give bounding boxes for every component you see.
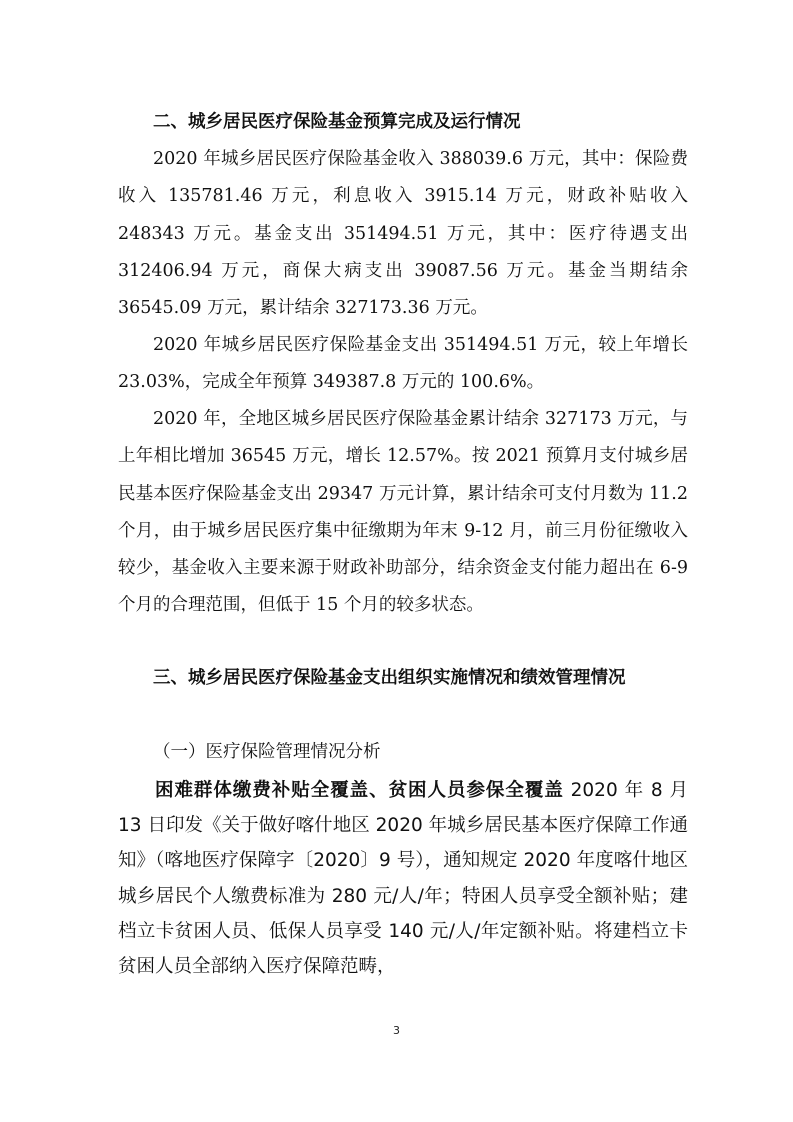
fund-expenditure-paragraph: 2020 年城乡居民医疗保险基金支出 351494.51 万元，较上年增长 23.03%，完成全年预算 349387.8 万元的 100.6%。 (118, 335, 688, 393)
fund-balance-paragraph: 2020 年，全地区城乡居民医疗保险基金累计结余 327173 万元，与上年相比增加 36545 万元，增长 12.57%。按 2021 预算月支付城乡居民基本医疗保险基金支出 29347 万元计算，累计结余可支付月数为 11.2 个月，由于城乡居民医疗集中征缴期为年末 9-12 月，前三月份征缴收入较少，基金收入主要来源于财政补助部分，结余资金支付能力超出在 6-9 个月的合理范围，但低于 15 个月的较多状态。 (118, 409, 688, 616)
subsection-1-heading: （一）医疗保险管理情况分析 (153, 742, 381, 762)
subsidy-lead-text: 困难群体缴费补贴全覆盖、贫困人员参保全覆盖 (155, 780, 564, 801)
page-number: 3 (393, 1024, 400, 1037)
subsidy-body-text: 2020 年 8 月 13 日印发《关于做好喀什地区 2020 年城乡居民基本医疗保障工作通知》（喀地医疗保障字〔2020〕9 号），通知规定 2020 年度喀什地区城乡居民个人缴费标准为 280 元/人/年；特困人员享受全额补贴；建档立卡贫困人员、低保人员享受 140 元/人/年定额补贴。将建档立卡贫困人员全部纳入医疗保障范畴， (118, 780, 688, 978)
fund-revenue-paragraph: 2020 年城乡居民医疗保险基金收入 388039.6 万元，其中：保险费收入 135781.46 万元，利息收入 3915.14 万元，财政补贴收入 248343 万元。基金支出 351494.51 万元，其中：医疗待遇支出 312406.94 万元，商保大病支出 39087.56 万元。基金当期结余 36545.09 万元，累计结余 327173.36 万元。 (118, 149, 688, 319)
section-2-heading: 二、城乡居民医疗保险基金预算完成及运行情况 (153, 112, 521, 132)
subsidy-paragraph (118, 773, 688, 984)
section-3-heading: 三、城乡居民医疗保险基金支出组织实施情况和绩效管理情况 (153, 668, 626, 688)
